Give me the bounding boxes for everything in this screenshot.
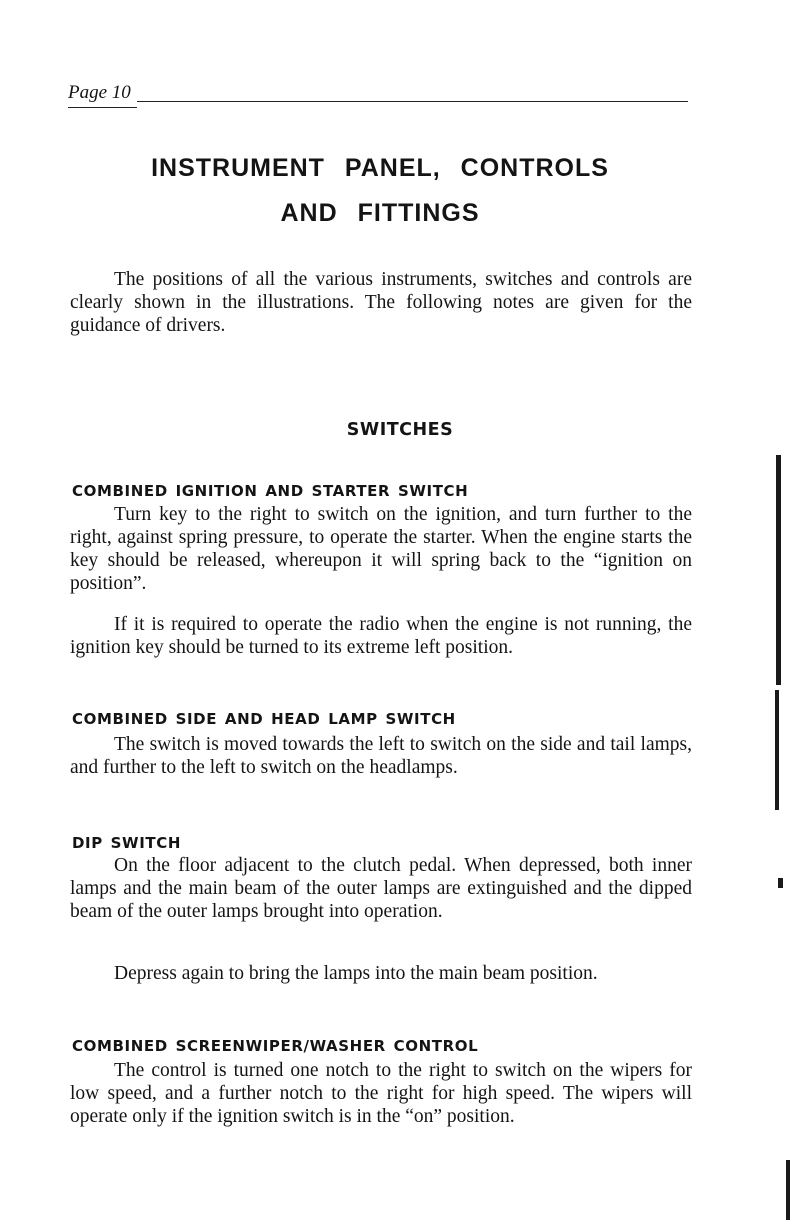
ignition-heading: COMBINED IGNITION AND STARTER SWITCH <box>72 482 469 500</box>
section-title-switches: SWITCHES <box>346 420 454 440</box>
page-number: Page 10 <box>68 82 137 108</box>
lamp-heading: COMBINED SIDE AND HEAD LAMP SWITCH <box>72 710 456 728</box>
scan-edge-mark <box>775 690 779 810</box>
intro-paragraph: The positions of all the various instruments, switches and controls are clearly shown in the illustrations. The following notes are given for the guidance of drivers. <box>70 269 692 336</box>
page-title-line-2: AND FITTINGS <box>280 199 480 227</box>
ignition-paragraph-1: Turn key to the right to switch on the ignition, and turn further to the right, against spring pressure, to operate the starter. When the engine starts the key should be released, whereupon it will spring back to the “ignition on position”. <box>70 504 692 594</box>
header-rule <box>128 101 688 102</box>
ignition-paragraph-2: If it is required to operate the radio when the engine is not running, the ignition key should be turned to its extreme left position. <box>70 614 692 658</box>
wiper-heading: COMBINED SCREENWIPER/WASHER CONTROL <box>72 1037 479 1055</box>
wiper-paragraph: The control is turned one notch to the right to switch on the wipers for low speed, and a further notch to the right for high speed. The wipers will operate only if the ignition switch is in the “on” position. <box>70 1060 692 1127</box>
scan-edge-mark <box>778 878 783 888</box>
page-header <box>68 82 688 106</box>
scan-edge-mark <box>786 1160 790 1220</box>
lamp-paragraph: The switch is moved towards the left to switch on the side and tail lamps, and further to the left to switch on the headlamps. <box>70 734 692 778</box>
dip-paragraph-2: Depress again to bring the lamps into the main beam position. <box>114 963 598 984</box>
dip-paragraph-1: On the floor adjacent to the clutch pedal. When depressed, both inner lamps and the main beam of the outer lamps are extinguished and the dipped beam of the outer lamps brought into operation. <box>70 855 692 922</box>
dip-heading: DIP SWITCH <box>72 834 181 852</box>
page-title-line-1: INSTRUMENT PANEL, CONTROLS <box>151 154 609 182</box>
scan-edge-mark <box>776 455 781 685</box>
